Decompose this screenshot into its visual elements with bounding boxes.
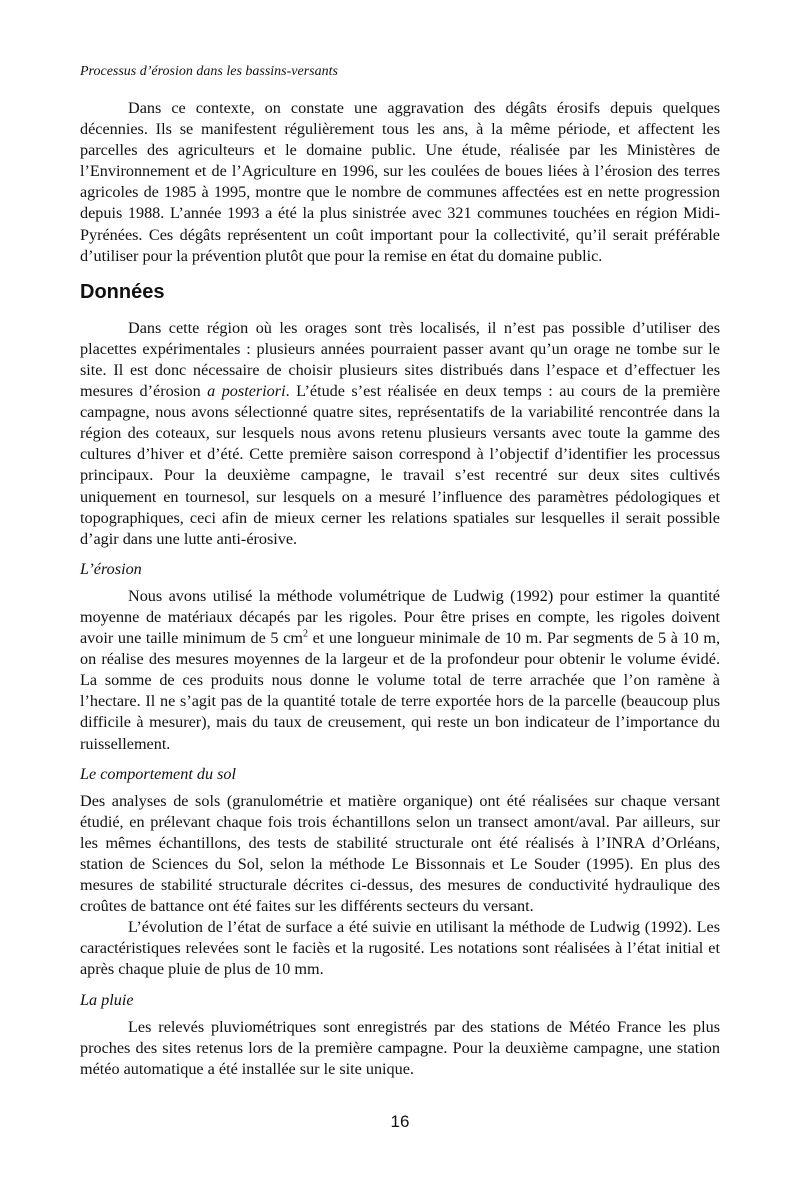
- donnees-paragraph: [80, 318, 720, 550]
- pluie-paragraph: Les relevés pluviométriques sont enregistrés par des stations de Météo France les plus proches des sites retenus lors de la première campagne. Pour la deuxième campagne, une station météo automatique a été installée sur le site unique.: [80, 1017, 720, 1078]
- erosion-text-a: Nous avons utilisé la méthode volumétrique de Ludwig (1992) pour estimer la quantité moyenne de matériaux décapés par les rigoles. Pour être prises en compte, les rigoles doivent avoir une taille minimum de 5 cm: [80, 586, 720, 648]
- sol-paragraph-2: L’évolution de l’état de surface a été suivie en utilisant la méthode de Ludwig (1992). Les caractéristiques relevées sont le faciès et la rugosité. Les notations sont réalisées à l’état initial et après chaque pluie de plus de 10 mm.: [80, 918, 720, 979]
- page-number: 16: [390, 1112, 410, 1131]
- sol-paragraph-1: Des analyses de sols (granulométrie et matière organique) ont été réalisées sur chaque versant étudié, en prélevant chaque fois trois échantillons selon un transect amont/aval. Par ailleurs, sur les mêmes échantillons, des tests de stabilité structurale ont été réalisés à l’INRA d’Orléans, station de Sciences du Sol, selon la méthode Le Bissonnais et Le Souder (1995). En plus des mesures de stabilité structurale décrites ci-dessus, des mesures de conductivité hydraulique des croûtes de battance ont été faites sur les différents secteurs du versant.: [80, 791, 720, 916]
- subheading-comportement-sol: Le comportement du sol: [80, 764, 237, 783]
- page-content: [80, 98, 720, 1080]
- subheading-erosion: L’érosion: [80, 559, 142, 578]
- running-header: Processus d’érosion dans les bassins-versants: [80, 64, 338, 79]
- subheading-pluie: La pluie: [80, 990, 134, 1009]
- section-heading-donnees: Données: [80, 280, 165, 303]
- donnees-text-italic: a posteriori: [207, 382, 286, 401]
- donnees-text-a: Dans cette région où les orages sont très localisés, il n’est pas possible d’utiliser des placettes expérimentales : plusieurs années pourraient passer avant qu’un orage ne tombe sur le site. Il est donc nécessaire de choisir plusieurs sites distribués dans l’espace et d’effectuer les mesures d’érosion: [80, 318, 720, 401]
- intro-paragraph: Dans ce contexte, on constate une aggravation des dégâts érosifs depuis quelques décennies. Ils se manifestent régulièrement tous les ans, à la même période, et affectent les parcelles des agriculteurs et le domaine public. Une étude, réalisée par les Ministères de l’Environnement et de l’Agriculture en 1996, sur les coulées de boues liées à l’érosion des terres agricoles de 1985 à 1995, montre que le nombre de communes affectées est en nette progression depuis 1988. L’année 1993 a été la plus sinistrée avec 321 communes touchées en région Midi-Pyrénées. Ces dégâts représentent un coût important pour la collectivité, qu’il serait préférable d’utiliser pour la prévention plutôt que pour la remise en état du domaine public.: [80, 99, 720, 265]
- erosion-text-b: et une longueur minimale de 10 m. Par segments de 5 à 10 m, on réalise des mesures moyennes de la largeur et de la profondeur pour obtenir le volume évidé. La somme de ces produits nous donne le volume total de terre arrachée que l’on ramène à l’hectare. Il ne s’agit pas de la quantité totale de terre exportée hors de la parcelle (beaucoup plus difficile à mesurer), mais du taux de creusement, qui reste un bon indicateur de l’importance du ruissellement.: [80, 629, 720, 753]
- donnees-text-b: . L’étude s’est réalisée en deux temps : au cours de la première campagne, nous avons sélectionné quatre sites, représentatifs de la variabilité rencontrée dans la région des coteaux, sur lesquels nous avons retenu plusieurs versants avec toute la gamme des cultures d’hiver et d’été. Cette première saison correspond à l’objectif d’identifier les processus principaux. Pour la deuxième campagne, le travail s’est recentré sur deux sites cultivés uniquement en tournesol, sur lesquels on a mesuré l’influence des paramètres pédologiques et topographiques, ceci afin de mieux cerner les relations spatiales sur lesquelles il serait possible d’agir dans une lutte anti-érosive.: [80, 382, 721, 548]
- superscript-2: 2: [302, 628, 308, 640]
- erosion-paragraph: [80, 586, 720, 755]
